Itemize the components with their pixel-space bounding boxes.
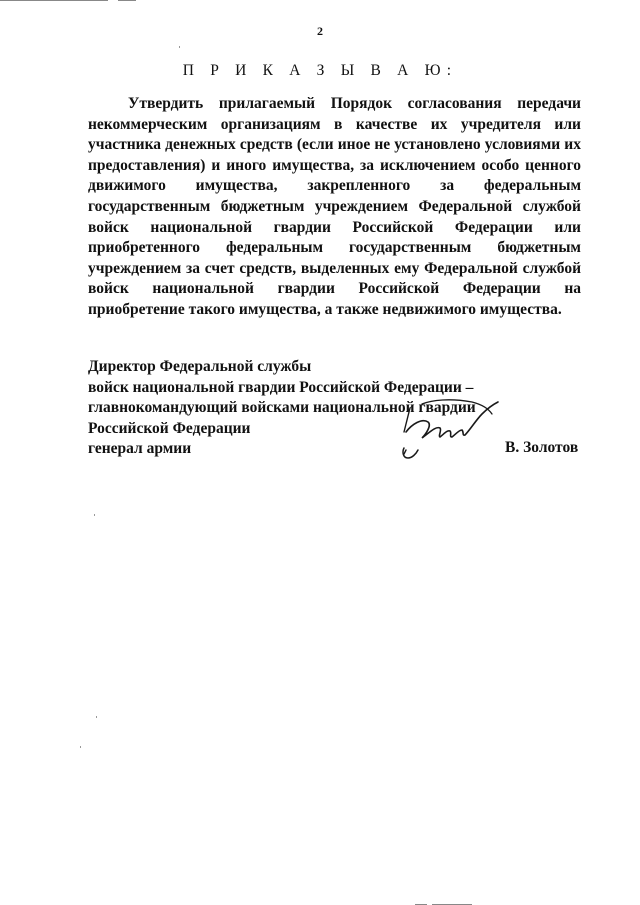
signatory-name: В. Золотов	[505, 439, 579, 456]
scan-edge-mark	[118, 0, 136, 1]
signatory-title-line: главнокомандующий войсками национальной гвардии	[88, 399, 476, 417]
scan-speck	[80, 746, 81, 748]
scan-speck	[94, 514, 95, 516]
order-body-paragraph: Утвердить прилагаемый Порядок согласования передачи некоммерческим организациям в качестве их учредителя или участника денежных средств (если иное не установлено условиями их предоставления) и иного имущества, за исключением особо ценного движимого имущества, закрепленного за федеральным государственным бюджетным учреждением Федеральной службой войск национальной гвардии Российской Федерации или приобретенного федеральным государственным бюджетным учреждением за счет средств, выделенных ему Федеральной службой войск национальной гвардии Российской Федерации на приобретение такого имущества, а также недвижимого имущества.	[88, 95, 581, 318]
order-heading: П Р И К А З Ы В А Ю:	[182, 62, 458, 79]
handwritten-signature	[392, 388, 500, 468]
page-number: 2	[317, 24, 323, 38]
signatory-title-line: генерал армии	[88, 440, 192, 458]
scan-speck	[179, 46, 180, 48]
signatory-title-line: Российской Федерации	[88, 419, 251, 437]
signatory-title-line: Директор Федеральной службы	[88, 358, 312, 375]
scan-edge-mark	[0, 0, 108, 1]
signatory-title-line: войск национальной гвардии Российской Федерации –	[88, 378, 474, 396]
scan-speck	[96, 716, 97, 718]
